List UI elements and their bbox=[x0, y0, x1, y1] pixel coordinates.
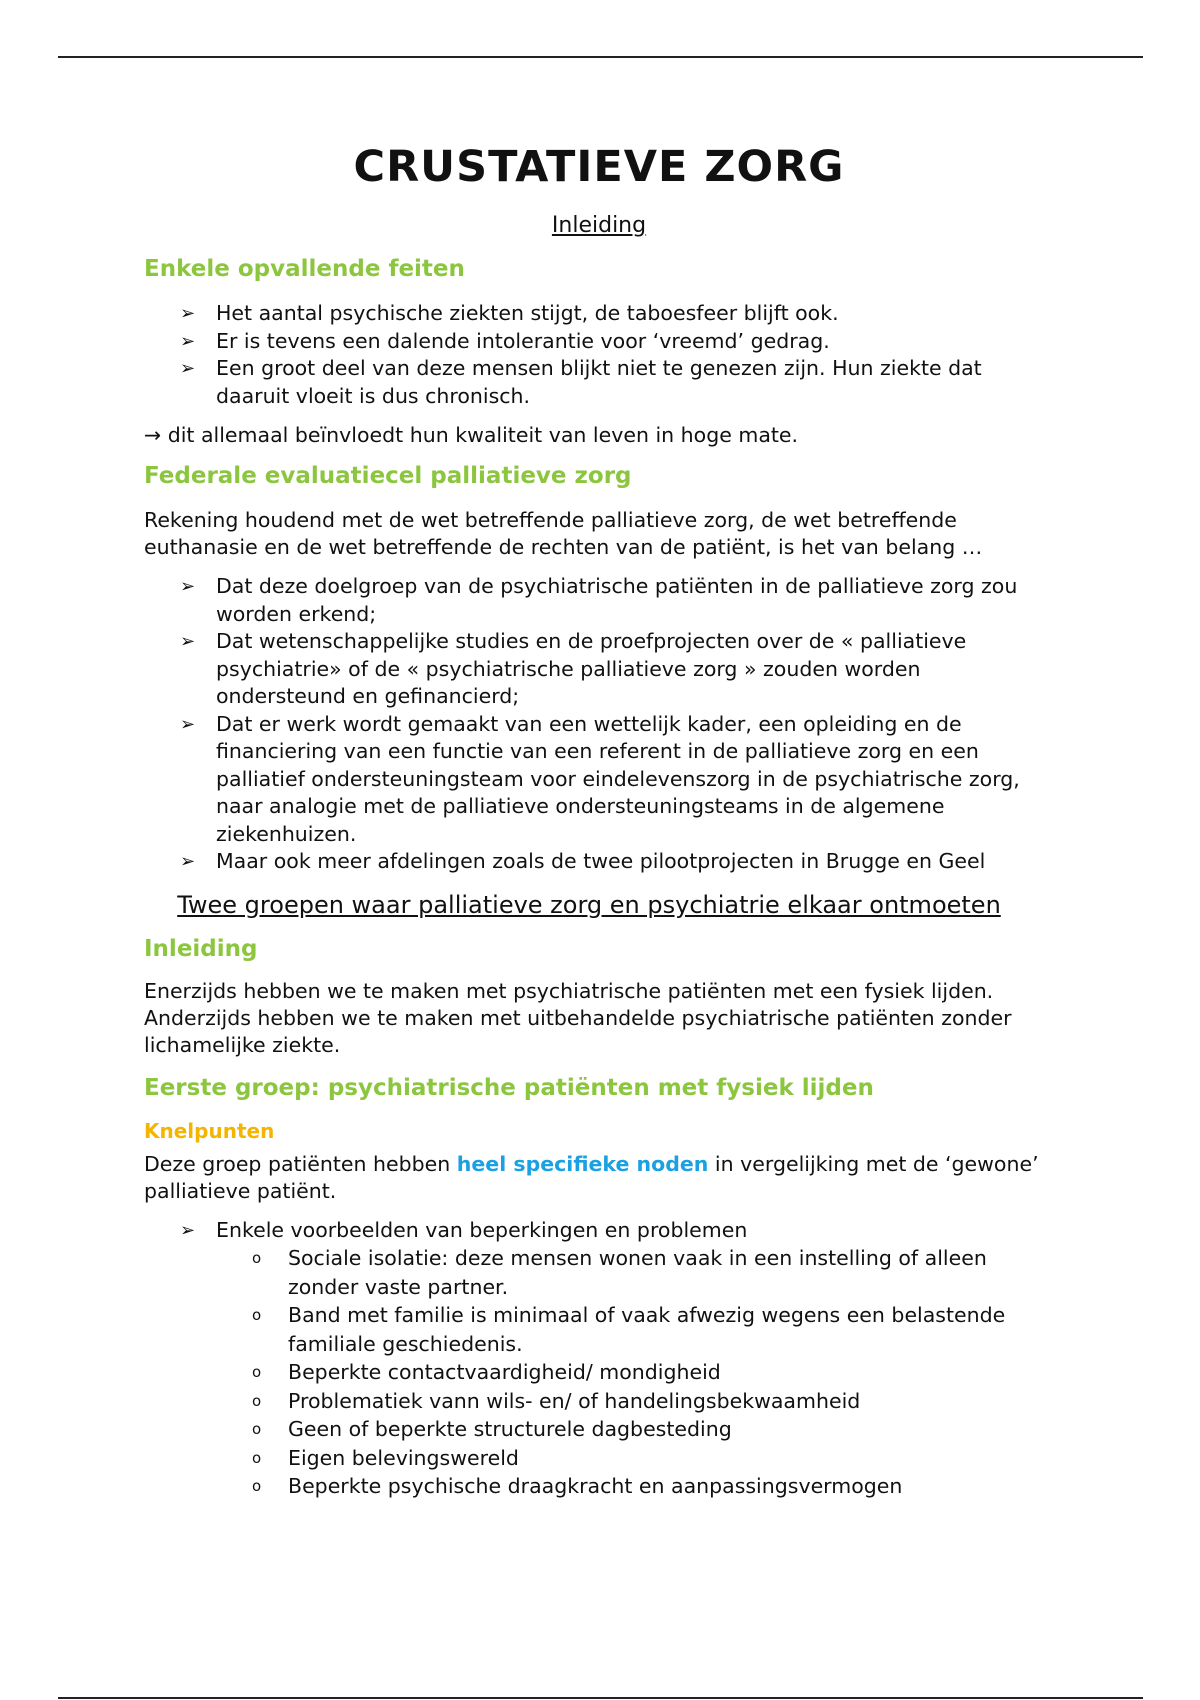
circle-bullet-icon: o bbox=[252, 1477, 262, 1495]
list-item: ➢ Een groot deel van deze mensen blijkt niet te genezen zijn. Hun ziekte dat daaruit vloeit is dus chronisch. bbox=[180, 356, 982, 408]
evaluatiecel-list bbox=[144, 573, 1054, 876]
document-title: CRUSTATIEVE ZORG bbox=[353, 142, 845, 192]
document-body bbox=[144, 140, 1054, 1501]
beperkingen-sublist bbox=[216, 1244, 1054, 1501]
list-item: ➢ Het aantal psychische ziekten stijgt, de taboesfeer blijft ook. bbox=[216, 300, 1054, 328]
circle-bullet-icon: o bbox=[252, 1306, 262, 1324]
header-rule bbox=[58, 56, 1143, 58]
arrow-bullet-icon: ➢ bbox=[180, 631, 196, 652]
arrow-bullet-icon: ➢ bbox=[180, 713, 196, 735]
document-subtitle: Inleiding bbox=[551, 213, 647, 238]
evaluatiecel-intro: Rekening houdend met de wet betreffende palliatieve zorg, de wet betreffende euthanasie en de wet betreffende de rechten van de patiënt, is het van belang … bbox=[144, 508, 983, 559]
circle-bullet-icon: o bbox=[252, 1448, 262, 1467]
circle-bullet-icon: o bbox=[252, 1391, 262, 1410]
highlight-text: heel specifieke noden bbox=[456, 1151, 709, 1176]
arrow-bullet-icon: ➢ bbox=[180, 1219, 196, 1241]
circle-bullet-icon: o bbox=[252, 1249, 262, 1267]
list-item: ➢ Dat deze doelgroep van de psychiatrische patiënten in de palliatieve zorg zou worden erkend; bbox=[180, 574, 1018, 626]
knelpunten-text: Deze groep patiënten hebben heel specifieke noden in vergelijking met de ‘gewone’ palliatieve patiënt. bbox=[144, 1151, 1039, 1203]
arrow-bullet-icon: ➢ bbox=[180, 851, 196, 872]
list-item: ➢ Dat wetenschappelijke studies en de proefprojecten over de « palliatieve psychiatrie» of de « psychiatrische palliatieve zorg » zouden worden ondersteund en gefinancierd; bbox=[180, 629, 967, 708]
circle-bullet-icon: o bbox=[252, 1363, 262, 1381]
sub-list-item: o Beperkte psychische draagkracht en aanpassingsvermogen bbox=[288, 1472, 1054, 1501]
section-heading-eerste-groep: Eerste groep: psychiatrische patiënten met fysiek lijden bbox=[144, 1074, 874, 1101]
arrow-bullet-icon: ➢ bbox=[180, 303, 196, 324]
arrow-bullet-icon: ➢ bbox=[180, 576, 196, 597]
sub-list-item: o Geen of beperkte structurele dagbesteding bbox=[288, 1415, 1054, 1444]
sub-list-item: o Beperkte contactvaardigheid/ mondigheid bbox=[288, 1358, 1054, 1387]
list-item: ➢ Er is tevens een dalende intolerantie voor ‘vreemd’ gedrag. bbox=[216, 328, 1054, 356]
arrow-bullet-icon: ➢ bbox=[180, 330, 196, 352]
list-item: ➢ Dat er werk wordt gemaakt van een wettelijk kader, een opleiding en de financiering van een functie van een referent in de palliatieve zorg en een palliatief ondersteuningsteam voor eindelevenszorg in de psychiatrische zorg, naar analogie met de palliatieve ondersteuningsteams in de algemene ziekenhuizen. bbox=[180, 711, 1020, 846]
subheading-knelpunten: Knelpunten bbox=[144, 1118, 275, 1143]
list-item: ➢ Enkele voorbeelden van beperkingen en problemen o Sociale isolatie: deze mensen wonen vaak in een instelling of alleen zonder vaste partner. o Band met familie is minimaal of vaak afwezig wegens een belastende familiale geschiedenis. o Beperkte contactvaardigheid/ mondigheid o Problematiek vann wils- en/ of handelingsbekwaamheid o Geen of beperkte structurele dagbesteding o Eigen belevingswereld o Beperkte psychische draagkracht en aanpassingsvermogen bbox=[216, 1217, 1054, 1501]
section-heading-feiten: Enkele opvallende feiten bbox=[144, 256, 465, 282]
knelpunten-list bbox=[144, 1217, 1054, 1501]
conclusion-line: → dit allemaal beïnvloedt hun kwaliteit van leven in hoge mate. bbox=[144, 423, 799, 447]
inleiding-text: Enerzijds hebben we te maken met psychiatrische patiënten met een fysiek lijden. Anderzijds hebben we te maken met uitbehandelde psychiatrische patiënten zonder lichamelijke ziekte. bbox=[144, 978, 1012, 1057]
circle-bullet-icon: o bbox=[252, 1420, 262, 1438]
list-item: ➢ Maar ook meer afdelingen zoals de twee pilootprojecten in Brugge en Geel bbox=[216, 848, 1054, 876]
sub-list-item: o Eigen belevingswereld bbox=[288, 1444, 1054, 1473]
right-arrow-icon: → bbox=[144, 423, 162, 447]
arrow-bullet-icon: ➢ bbox=[180, 358, 196, 379]
section-heading-evaluatiecel: Federale evaluatiecel palliatieve zorg bbox=[144, 463, 632, 489]
sub-list-item: o Band met familie is minimaal of vaak afwezig wegens een belastende familiale geschiedenis. bbox=[252, 1303, 1006, 1356]
sub-list-item: o Sociale isolatie: deze mensen wonen vaak in een instelling of alleen zonder vaste partner. bbox=[252, 1246, 987, 1299]
sub-list-item: o Problematiek vann wils- en/ of handelingsbekwaamheid bbox=[288, 1387, 1054, 1416]
feiten-list bbox=[144, 300, 1054, 410]
section-title-twee-groepen: Twee groepen waar palliatieve zorg en psychiatrie elkaar ontmoeten bbox=[177, 890, 1001, 919]
footer-rule bbox=[58, 1697, 1143, 1699]
section-heading-inleiding: Inleiding bbox=[144, 935, 258, 962]
